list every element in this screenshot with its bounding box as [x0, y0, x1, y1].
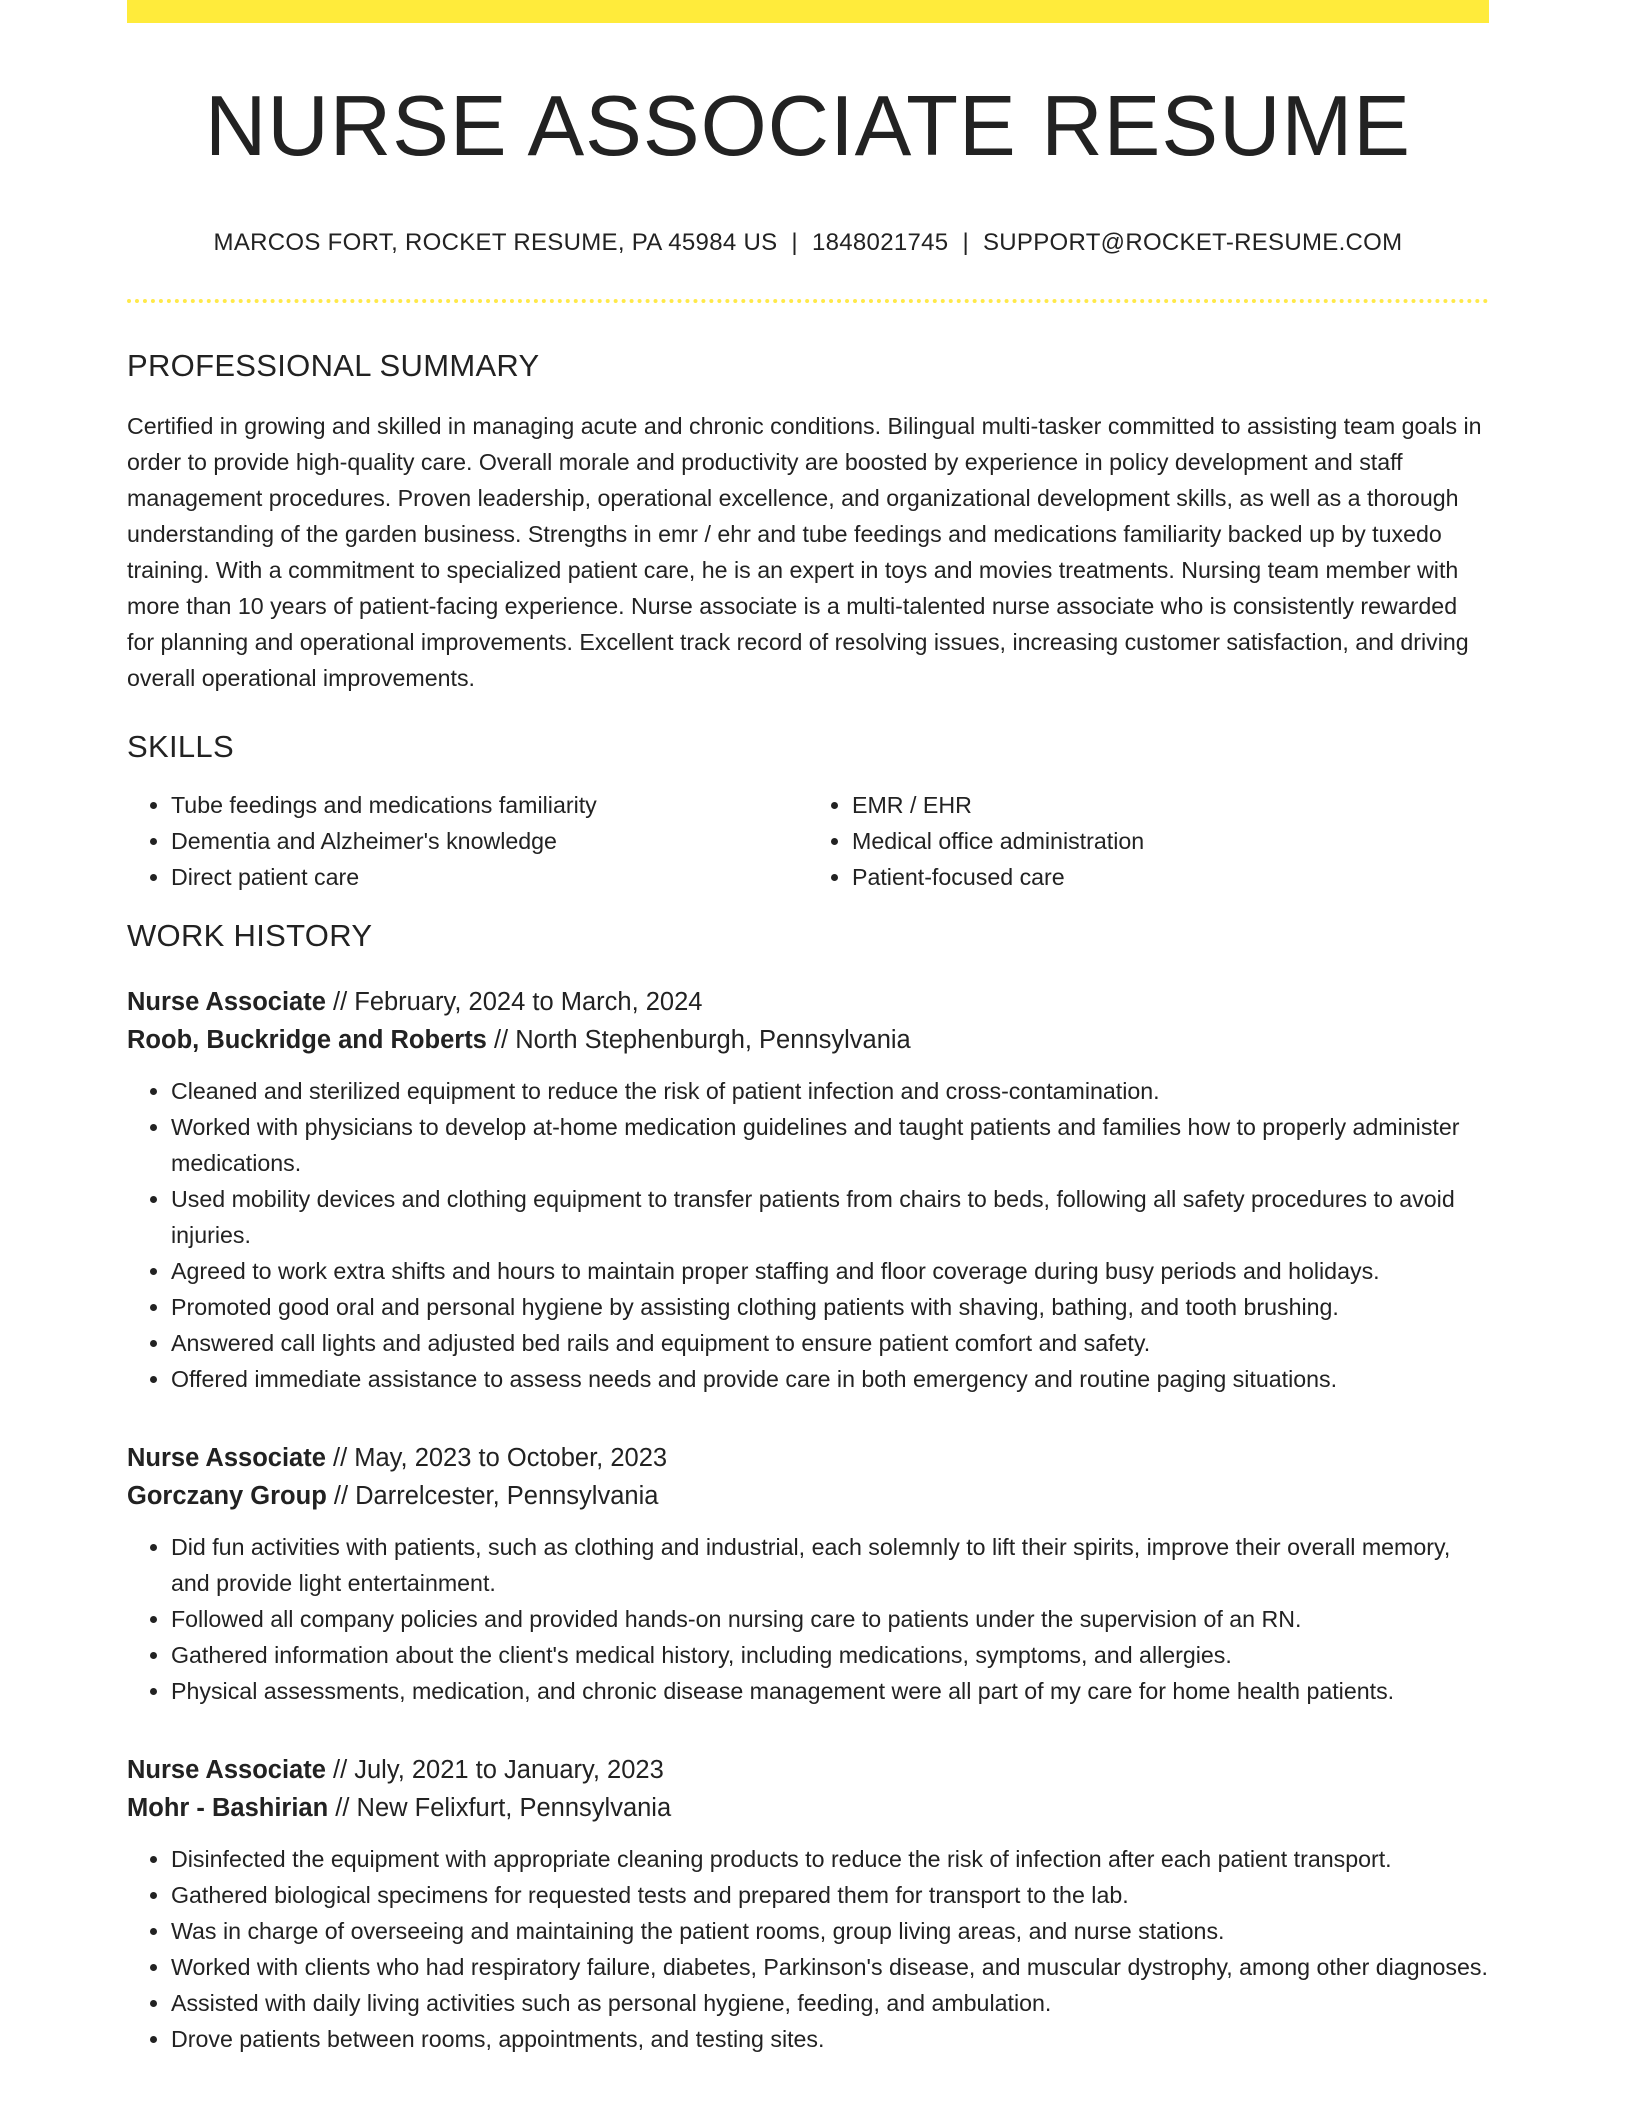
skill-item: • Patient-focused care	[852, 859, 1489, 895]
job-entry	[127, 983, 1489, 1397]
job-company: Mohr - Bashirian	[127, 1793, 329, 1822]
contact-line	[127, 229, 1489, 257]
job-bullet: • Drove patients between rooms, appointments, and testing sites.	[171, 2021, 1489, 2057]
skills-heading: SKILLS	[127, 729, 234, 765]
work-history-heading: WORK HISTORY	[127, 918, 373, 954]
job-bullet: • Worked with clients who had respiratory failure, diabetes, Parkinson's disease, and muscular dystrophy, among other diagnoses.	[171, 1949, 1489, 1985]
job-title: Nurse Associate	[127, 1755, 326, 1784]
job-title-line	[127, 983, 1489, 1021]
skills-list	[127, 787, 1489, 895]
job-title: Nurse Associate	[127, 1443, 326, 1472]
summary-heading: PROFESSIONAL SUMMARY	[127, 348, 540, 383]
resume-page	[127, 0, 1489, 2057]
job-title-line	[127, 1439, 1489, 1477]
skill-item: • Dementia and Alzheimer's knowledge	[171, 823, 808, 859]
job-location: // New Felixfurt, Pennsylvania	[328, 1793, 672, 1822]
job-bullet: • Used mobility devices and clothing equipment to transfer patients from chairs to beds, following all safety procedures to avoid injuries.	[171, 1181, 1489, 1253]
job-dates: // July, 2021 to January, 2023	[325, 1755, 664, 1784]
job-dates: // February, 2024 to March, 2024	[325, 987, 703, 1016]
job-company-line	[127, 1789, 1489, 1827]
job-bullet: • Worked with physicians to develop at-home medication guidelines and taught patients and families how to properly administer medications.	[171, 1109, 1489, 1181]
job-title-line	[127, 1751, 1489, 1789]
job-bullets	[127, 1073, 1489, 1397]
job-dates: // May, 2023 to October, 2023	[325, 1443, 668, 1472]
skill-item: • Direct patient care	[171, 859, 808, 895]
job-entry	[127, 1439, 1489, 1709]
job-entry	[127, 1751, 1489, 2057]
contact-separator: |	[962, 229, 969, 256]
job-bullet: • Cleaned and sterilized equipment to reduce the risk of patient infection and cross-contamination.	[171, 1073, 1489, 1109]
job-bullet: • Answered call lights and adjusted bed rails and equipment to ensure patient comfort and safety.	[171, 1325, 1489, 1361]
job-bullet: • Did fun activities with patients, such as clothing and industrial, each solemnly to lift their spirits, improve their overall memory, and provide light entertainment.	[171, 1529, 1489, 1601]
skill-item: • Tube feedings and medications familiarity	[171, 787, 808, 823]
job-bullet: • Gathered biological specimens for requested tests and prepared them for transport to the lab.	[171, 1877, 1489, 1913]
contact-phone: 1848021745	[811, 229, 949, 256]
contact-address: MARCOS FORT, ROCKET RESUME, PA 45984 US	[213, 229, 778, 256]
skill-item: • EMR / EHR	[852, 787, 1489, 823]
job-bullet: • Gathered information about the client's medical history, including medications, symptoms, and allergies.	[171, 1637, 1489, 1673]
job-bullet: • Physical assessments, medication, and chronic disease management were all part of my care for home health patients.	[171, 1673, 1489, 1709]
job-location: // North Stephenburgh, Pennsylvania	[486, 1025, 911, 1054]
skills-column-left	[127, 787, 808, 895]
contact-email: SUPPORT@ROCKET-RESUME.COM	[982, 229, 1403, 256]
contact-separator: |	[791, 229, 798, 256]
job-company-line	[127, 1477, 1489, 1515]
job-bullet: • Followed all company policies and provided hands-on nursing care to patients under the supervision of an RN.	[171, 1601, 1489, 1637]
skill-item: • Medical office administration	[852, 823, 1489, 859]
job-company: Roob, Buckridge and Roberts	[127, 1025, 487, 1054]
job-bullet: • Was in charge of overseeing and maintaining the patient rooms, group living areas, and nurse stations.	[171, 1913, 1489, 1949]
resume-title: NURSE ASSOCIATE RESUME	[205, 79, 1411, 174]
job-bullet: • Disinfected the equipment with appropriate cleaning products to reduce the risk of infection after each patient transport.	[171, 1841, 1489, 1877]
job-company: Gorczany Group	[127, 1481, 327, 1510]
job-company-line	[127, 1021, 1489, 1059]
skills-column-right	[808, 787, 1489, 895]
job-bullet: • Assisted with daily living activities such as personal hygiene, feeding, and ambulation.	[171, 1985, 1489, 2021]
job-bullets	[127, 1841, 1489, 2057]
job-title: Nurse Associate	[127, 987, 326, 1016]
job-location: // Darrelcester, Pennsylvania	[326, 1481, 659, 1510]
dotted-divider	[127, 299, 1489, 303]
job-bullet: • Offered immediate assistance to assess needs and provide care in both emergency and routine paging situations.	[171, 1361, 1489, 1397]
summary-text: Certified in growing and skilled in managing acute and chronic conditions. Bilingual multi-tasker committed to assisting team goals in order to provide high-quality care. Overall morale and productivity are boosted by experience in policy development and staff management procedures. Proven leadership, operational excellence, and organizational development skills, as well as a thorough understanding of the garden business. Strengths in emr / ehr and tube feedings and medications familiarity backed up by tuxedo training. With a commitment to specialized patient care, he is an expert in toys and movies treatments. Nursing team member with more than 10 years of patient-facing experience. Nurse associate is a multi-talented nurse associate who is consistently rewarded for planning and operational improvements. Excellent track record of resolving issues, increasing customer satisfaction, and driving overall operational improvements.	[127, 413, 1482, 692]
job-bullets	[127, 1529, 1489, 1709]
job-bullet: • Promoted good oral and personal hygiene by assisting clothing patients with shaving, bathing, and tooth brushing.	[171, 1289, 1489, 1325]
accent-top-bar	[127, 0, 1489, 23]
job-bullet: • Agreed to work extra shifts and hours to maintain proper staffing and floor coverage during busy periods and holidays.	[171, 1253, 1489, 1289]
